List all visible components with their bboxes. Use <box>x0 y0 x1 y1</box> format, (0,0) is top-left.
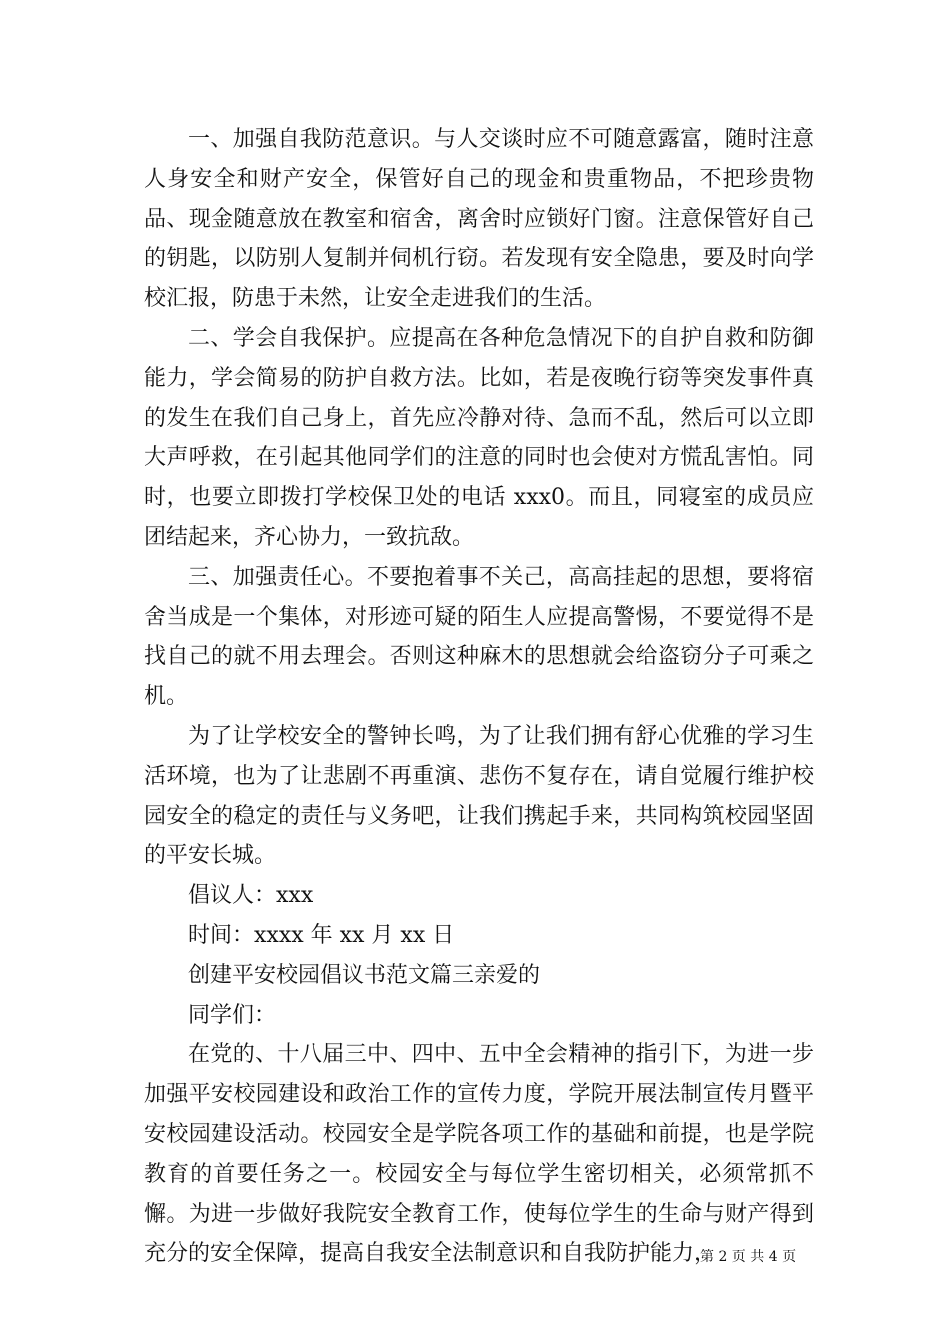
page-number-footer: 第 2 页 共 4 页 <box>700 1249 797 1265</box>
paragraph-responsibility: 三、加强责任心。不要抱着事不关己，高高挂起的思想，要将宿舍当成是一个集体，对形迹可疑的陌生人应提高警惕，不要觉得不是找自己的就不用去理会。否则这种麻木的思想就会给盗窃分子可乘之机。 <box>144 564 814 710</box>
greeting-line: 同学们： <box>188 1002 277 1028</box>
date-line: 时间：xxxx 年 xx 月 xx 日 <box>188 922 455 948</box>
paragraph-self-protection: 二、学会自我保护。应提高在各种危急情况下的自护自救和防御能力，学会简易的防护自救方法。比如，若是夜晚行窃等突发事件真的发生在我们自己身上，首先应冷静对待、急而不乱，然后可以立即大声呼救，在引起其他同学们的注意的同时也会使对方慌乱害怕。同时，也要立即拨打学校保卫处的电话 xxx0。而且，同寝室的成员应团结起来，齐心协力，一致抗敌。 <box>144 325 814 550</box>
paragraph-closing-appeal: 为了让学校安全的警钟长鸣，为了让我们拥有舒心优雅的学习生活环境，也为了让悲剧不再重演、悲伤不复存在，请自觉履行维护校园安全的稳定的责任与义务吧，让我们携起手来，共同构筑校园坚固的平安长城。 <box>144 723 814 869</box>
paragraph-self-defense-awareness: 一、加强自我防范意识。与人交谈时应不可随意露富，随时注意人身安全和财产安全，保管好自己的现金和贵重物品，不把珍贵物品、现金随意放在教室和宿舍，离舍时应锁好门窗。注意保管好自己的钥匙，以防别人复制并伺机行窃。若发现有安全隐患，要及时向学校汇报，防患于未然，让安全走进我们的生活。 <box>144 127 814 312</box>
next-article-title: 创建平安校园倡议书范文篇三亲爱的 <box>188 962 541 988</box>
paragraph-campus-safety-intro: 在党的、十八届三中、四中、五中全会精神的指引下，为进一步加强平安校园建设和政治工作的宣传力度，学院开展法制宣传月暨平安校园建设活动。校园安全是学院各项工作的基础和前提，也是学院教育的首要任务之一。校园安全与每位学生密切相关，必须常抓不懈。为进一步做好我院安全教育工作，使每位学生的生命与财产得到充分的安全保障，提高自我安全法制意识和自我防护能力， <box>144 1042 814 1267</box>
proposer-line: 倡议人：xxx <box>188 883 314 909</box>
document-body <box>144 120 814 1274</box>
